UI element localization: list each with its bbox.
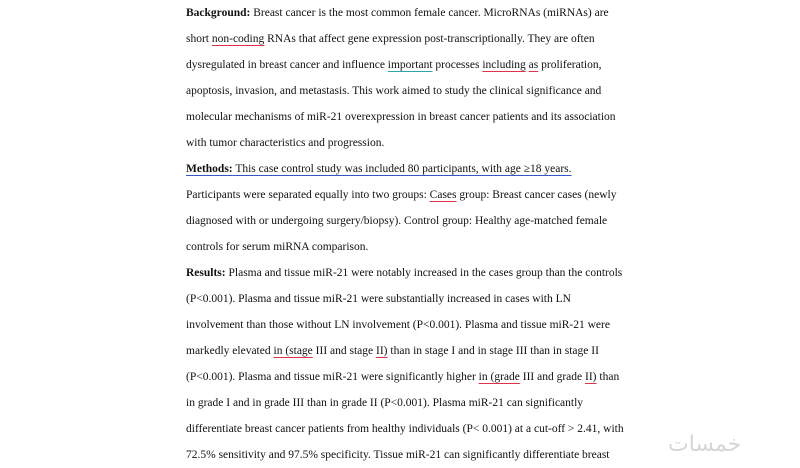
spelling-underline[interactable]: in (stage <box>273 345 313 357</box>
grammar-underline[interactable]: important <box>387 59 433 71</box>
watermark-logo: خمسات <box>668 432 742 457</box>
methods-line-3: diagnosed with or undergoing surgery/biopsy). Control group: Healthy age-matched female <box>186 215 608 227</box>
methods-line-1: Methods: This case control study was included 80 participants, with age ≥18 years. <box>186 163 572 175</box>
methods-heading: Methods: <box>186 163 233 175</box>
background-line-5: molecular mechanisms of miR-21 overexpression in breast cancer patients and its association <box>186 111 616 123</box>
results-line-5: (P<0.001). Plasma and tissue miR-21 were significantly higher in (grade III and grade II) than <box>186 371 620 383</box>
background-line-6: with tumor characteristics and progression. <box>186 137 385 149</box>
background-line-4: apoptosis, invasion, and metastasis. This work aimed to study the clinical significance and <box>186 85 602 97</box>
spelling-underline[interactable]: II) <box>585 371 597 383</box>
spelling-underline[interactable]: in (grade <box>478 371 520 383</box>
background-line-1: Background: Breast cancer is the most common female cancer. MicroRNAs (miRNAs) are <box>186 7 609 19</box>
results-line-3: involvement than those without LN involvement (P<0.001). Plasma and tissue miR-21 were <box>186 319 610 331</box>
background-heading: Background: <box>186 7 251 19</box>
methods-line-2: Participants were separated equally into two groups: Cases group: Breast cancer cases (newly <box>186 189 617 201</box>
results-line-4: markedly elevated in (stage III and stage II) than in stage I and in stage III than in stage II <box>186 345 599 357</box>
spelling-underline[interactable]: as <box>528 59 539 71</box>
spelling-underline[interactable]: Cases <box>429 189 457 201</box>
background-line-2: short non-coding RNAs that affect gene expression post-transcriptionally. They are often <box>186 33 595 45</box>
results-line-6: in grade I and in grade III than in grade II (P<0.001). Plasma miR-21 can significantly <box>186 397 584 409</box>
background-line-3: dysregulated in breast cancer and influence important processes including as proliferation, <box>186 59 602 71</box>
results-line-7: differentiate breast cancer patients from healthy individuals (P< 0.001) at a cut-off > 2.41, with <box>186 423 624 435</box>
methods-line-4: controls for serum miRNA comparison. <box>186 241 369 253</box>
results-line-8: 72.5% sensitivity and 97.5% specificity. Tissue miR-21 can significantly differentiate breast <box>186 449 610 461</box>
spelling-underline[interactable]: including <box>482 59 526 71</box>
results-line-1: Results: Plasma and tissue miR-21 were notably increased in the cases group than the controls <box>186 267 623 279</box>
results-heading: Results: <box>186 267 226 279</box>
spelling-underline[interactable]: non-coding <box>211 33 265 45</box>
spelling-underline[interactable]: II) <box>376 345 388 357</box>
results-line-2: (P<0.001). Plasma and tissue miR-21 were substantially increased in cases with LN <box>186 293 571 305</box>
